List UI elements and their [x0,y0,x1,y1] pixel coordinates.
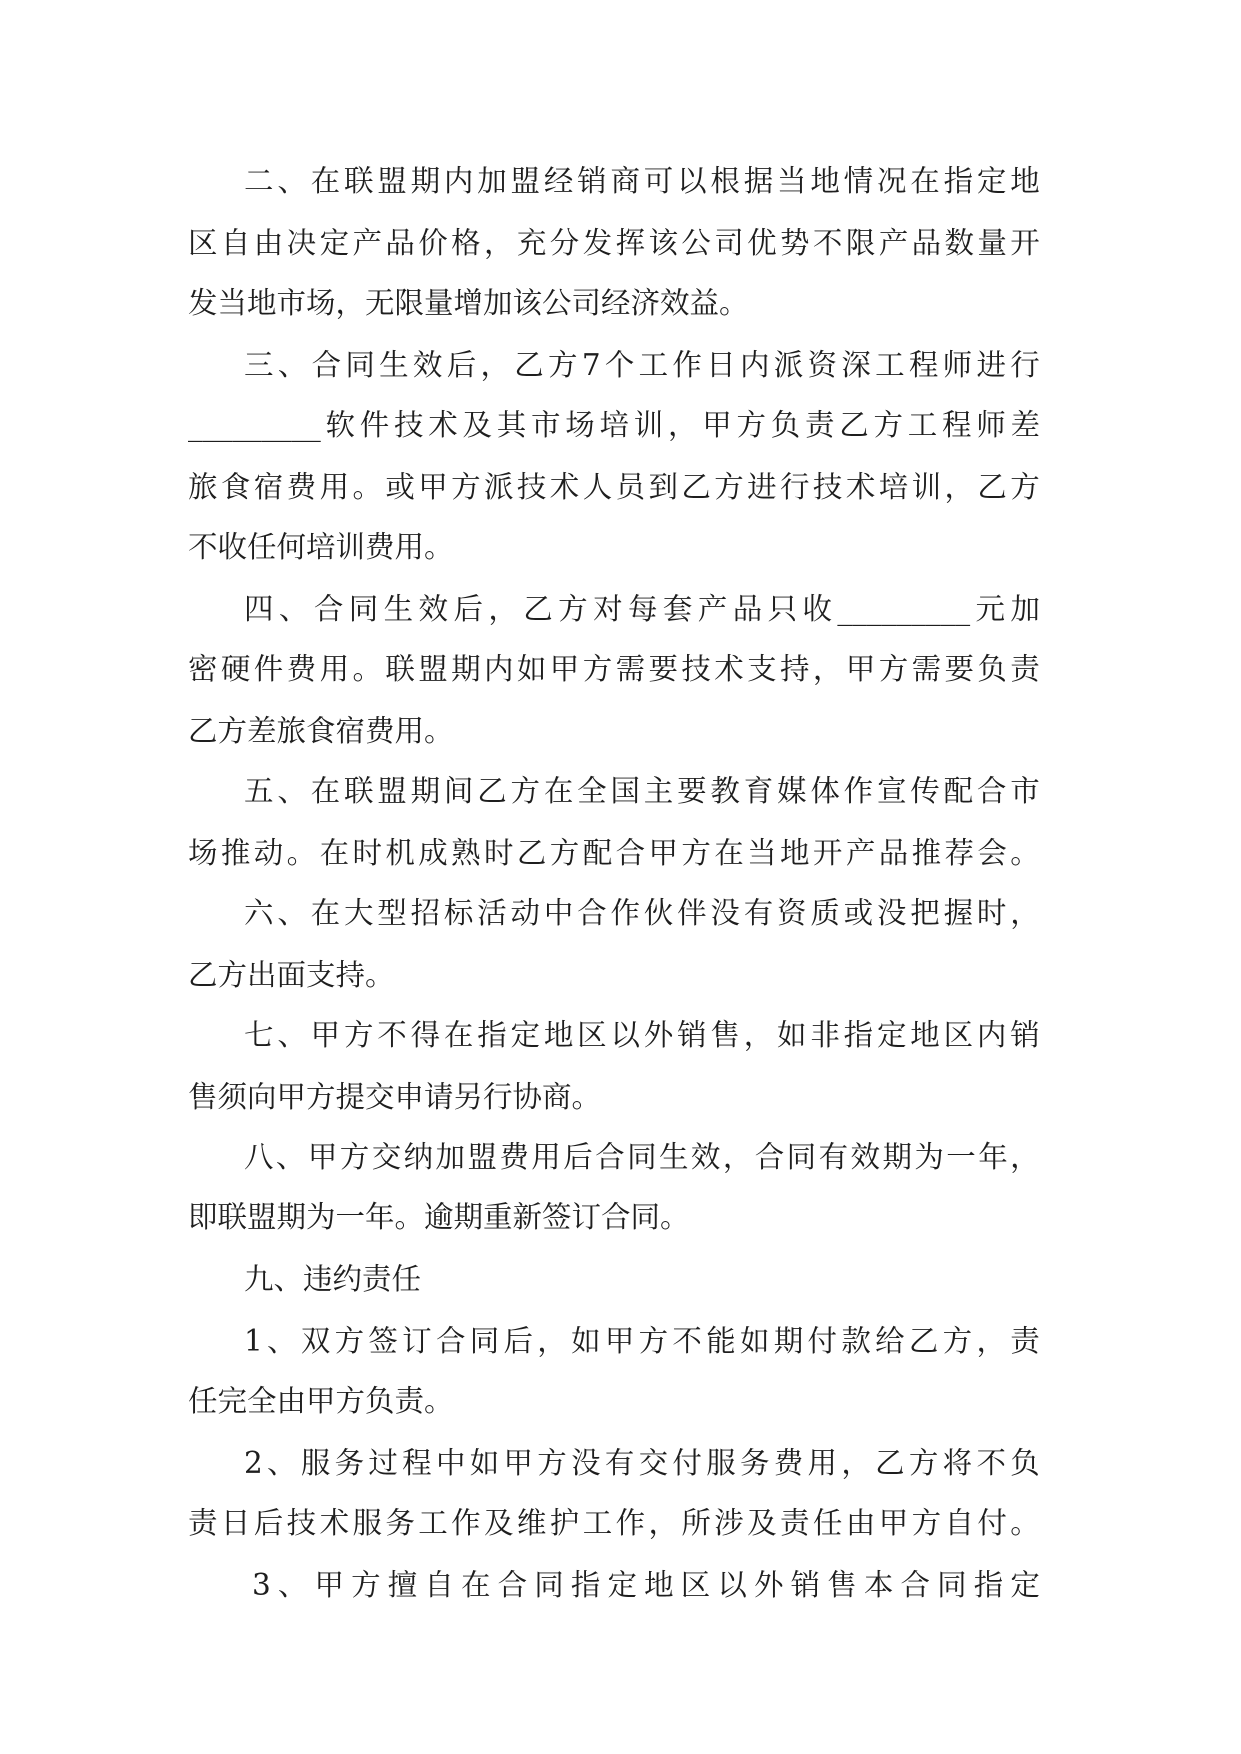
section-heading-breach: 九、违约责任 [244,1262,422,1296]
para-3-line-2: _________ 软 件 技 术 及 其 市 场 培 训 ， 甲 方 负 责 乙 方 工 程 师 差 [188,408,1040,442]
para-6-line-2: 乙方出面支持。 [188,958,395,992]
item-1-line-1: 1 、 双 方 签 订 合 同 后 ， 如 甲 方 不 能 如 期 付 款 给 乙 方 ， 责 [244,1324,1040,1358]
para-3-line-4: 不收任何培训费用。 [188,530,454,564]
para-7-line-2: 售须向甲方提交申请另行协商。 [188,1080,602,1114]
para-5-line-2: 场 推 动 。 在 时 机 成 熟 时 乙 方 配 合 甲 方 在 当 地 开 产 品 推 荐 会 。 [188,836,1040,870]
para-4-line-3: 乙方差旅食宿费用。 [188,714,454,748]
item-1-line-2: 任完全由甲方负责。 [188,1384,454,1418]
item-2-line-1: 2 、 服 务 过 程 中 如 甲 方 没 有 交 付 服 务 费 用 ， 乙 方 将 不 负 [244,1446,1040,1480]
para-4-line-2: 密 硬 件 费 用 。 联 盟 期 内 如 甲 方 需 要 技 术 支 持 ， 甲 方 需 要 负 责 [188,652,1040,686]
para-5-line-1: 五 、 在 联 盟 期 间 乙 方 在 全 国 主 要 教 育 媒 体 作 宣 传 配 合 市 [244,774,1040,808]
para-3-line-1: 三 、 合 同 生 效 后 ， 乙 方 7 个 工 作 日 内 派 资 深 工 程 师 进 行 [244,348,1040,382]
para-8-line-1: 八 、 甲 方 交 纳 加 盟 费 用 后 合 同 生 效 ， 合 同 有 效 期 为 一 年 ， [244,1140,1040,1174]
para-7-line-1: 七 、 甲 方 不 得 在 指 定 地 区 以 外 销 售 ， 如 非 指 定 地 区 内 销 [244,1018,1040,1052]
item-3-line-1: 3 、 甲 方 擅 自 在 合 同 指 定 地 区 以 外 销 售 本 合 同 指 定 [252,1568,1040,1602]
para-4-line-1: 四 、 合 同 生 效 后 ， 乙 方 对 每 套 产 品 只 收 _________ 元 加 [244,592,1040,626]
para-2-line-3: 发当地市场，无限量增加该公司经济效益。 [188,286,749,320]
para-3-line-3: 旅 食 宿 费 用 。 或 甲 方 派 技 术 人 员 到 乙 方 进 行 技 术 培 训 ， 乙 方 [188,470,1040,504]
item-2-line-2: 责 日 后 技 术 服 务 工 作 及 维 护 工 作 ， 所 涉 及 责 任 由 甲 方 自 付 。 [188,1506,1040,1540]
para-6-line-1: 六 、 在 大 型 招 标 活 动 中 合 作 伙 伴 没 有 资 质 或 没 把 握 时 ， [244,896,1040,930]
para-2-line-2: 区 自 由 决 定 产 品 价 格 ， 充 分 发 挥 该 公 司 优 势 不 限 产 品 数 量 开 [188,226,1040,260]
para-8-line-2: 即联盟期为一年。逾期重新签订合同。 [188,1200,690,1234]
para-2-line-1: 二 、 在 联 盟 期 内 加 盟 经 销 商 可 以 根 据 当 地 情 况 在 指 定 地 [244,164,1040,198]
